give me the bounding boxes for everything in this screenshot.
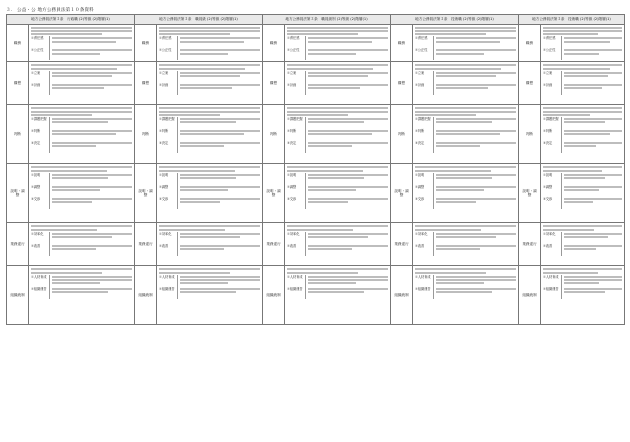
cell: ①課題把握 ②判断 ③決定 — [29, 105, 135, 164]
group-label-duties: 職務 — [135, 25, 157, 62]
cell-item: ①責任感 — [31, 36, 132, 48]
cell-item: ②公正性 — [31, 48, 132, 60]
group-label-explanation: 説明・調整 — [135, 164, 157, 223]
group-label-execution: 業務遂行 — [135, 223, 157, 266]
group-label-execution: 業務遂行 — [391, 223, 413, 266]
cell: ①責任感 ②公正性 — [285, 25, 391, 62]
cell: ①責任感 ②公正性 — [413, 25, 519, 62]
cell: ①説明 ②調整 ③交渉 — [29, 164, 135, 223]
group-label-organization: 組織統制 — [7, 266, 29, 325]
column-header-1: 地方公務員法第３条 行政職 (2)等級 (2)階層(1) — [7, 15, 135, 25]
group-label-planning: 構想 — [135, 62, 157, 105]
group-label-judgment: 判断 — [263, 105, 285, 164]
cell: ①説明 ②調整 ③交渉 — [413, 164, 519, 223]
cell: ①人材育成 ②組織運営 — [29, 266, 135, 325]
group-label-duties: 職務 — [391, 25, 413, 62]
cell: ①立案 ②計画 — [285, 62, 391, 105]
group-label-duties: 職務 — [519, 25, 541, 62]
cell: ①効率化 ②改善 — [541, 223, 625, 266]
cell: ①人材育成 ②組織運営 — [285, 266, 391, 325]
group-label-explanation: 説明・調整 — [519, 164, 541, 223]
group-label-organization: 組織統制 — [263, 266, 285, 325]
group-label-judgment: 判断 — [7, 105, 29, 164]
column-header-2: 地方公務員法第３条 職員級 (2)等級 (2)階層(1) — [135, 15, 263, 25]
cell: ①立案 ②計画 — [413, 62, 519, 105]
cell: ①課題把握 ②判断 ③決定 — [413, 105, 519, 164]
column-header-4: 地方公務員法第３条 技術職 (2)等級 (2)階層(1) — [391, 15, 519, 25]
cell: ①効率化 ②改善 — [285, 223, 391, 266]
group-label-planning: 構想 — [391, 62, 413, 105]
column-header-3: 地方公務員法第３条 職員級別 (2)等級 (2)階層(1) — [263, 15, 391, 25]
cell: ①立案 ②計画 — [157, 62, 263, 105]
cell: ①効率化 ②改善 — [413, 223, 519, 266]
page-title: ３. 公益・公 地方公務員法第１０条資料 — [6, 8, 94, 13]
cell: ①説明 ②調整 ③交渉 — [285, 164, 391, 223]
cell: ①説明 ②調整 ③交渉 — [541, 164, 625, 223]
cell — [29, 25, 135, 62]
group-label-judgment: 判断 — [135, 105, 157, 164]
cell: ①立案 ②計画 — [541, 62, 625, 105]
group-label-duties: 職務 — [263, 25, 285, 62]
cell: ①責任感 ②公正性 — [541, 25, 625, 62]
group-label-explanation: 説明・調整 — [7, 164, 29, 223]
group-label-planning: 構想 — [7, 62, 29, 105]
cell: ①人材育成 ②組織運営 — [413, 266, 519, 325]
cell: ①責任感 ②公正性 — [157, 25, 263, 62]
column-header-5: 地方公務員法第３条 技術職 (2)等級 (2)階層(1) — [519, 15, 625, 25]
cell: ①立案 ②計画 — [29, 62, 135, 105]
group-label-explanation: 説明・調整 — [391, 164, 413, 223]
group-label-execution: 業務遂行 — [263, 223, 285, 266]
cell: ①人材育成 ②組織運営 — [541, 266, 625, 325]
group-label-execution: 業務遂行 — [7, 223, 29, 266]
cell: ①課題把握 ②判断 ③決定 — [157, 105, 263, 164]
group-label-judgment: 判断 — [391, 105, 413, 164]
cell: ①課題把握 ②判断 ③決定 — [541, 105, 625, 164]
cell: ①効率化 ②改善 — [157, 223, 263, 266]
group-label-planning: 構想 — [263, 62, 285, 105]
cell: ①課題把握 ②判断 ③決定 — [285, 105, 391, 164]
group-label-explanation: 説明・調整 — [263, 164, 285, 223]
group-label-execution: 業務遂行 — [519, 223, 541, 266]
cell: ①効率化 ②改善 — [29, 223, 135, 266]
group-label-planning: 構想 — [519, 62, 541, 105]
group-label-organization: 組織統制 — [391, 266, 413, 325]
group-label-organization: 組織統制 — [135, 266, 157, 325]
cell: ①説明 ②調整 ③交渉 — [157, 164, 263, 223]
cell: ①人材育成 ②組織運営 — [157, 266, 263, 325]
evaluation-table — [6, 14, 625, 325]
group-label-organization: 組織統制 — [519, 266, 541, 325]
group-label-duties: 職務 — [7, 25, 29, 62]
group-label-judgment: 判断 — [519, 105, 541, 164]
